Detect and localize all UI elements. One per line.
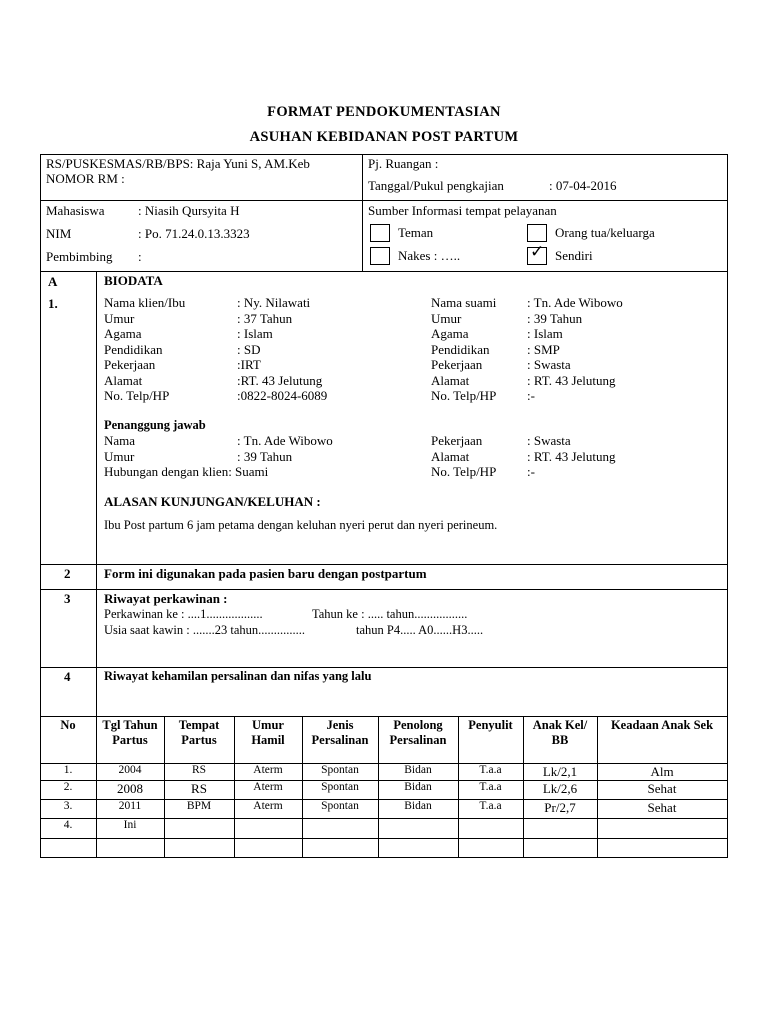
pj-field-value: : Tn. Ade Wibowo xyxy=(237,433,333,448)
sendiri-checkbox[interactable] xyxy=(527,242,547,265)
table-cell: T.a.a xyxy=(479,764,502,776)
table-cell: Lk/2,1 xyxy=(542,764,578,779)
table-header-cell: Jenis Persalinan xyxy=(311,718,369,747)
table-header-cell: Tgl Tahun Partus xyxy=(102,718,158,747)
form-title-line2: ASUHAN KEBIDANAN POST PARTUM xyxy=(249,129,519,145)
alasan-kunjungan-text: Ibu Post partum 6 jam petama dengan keluhan nyeri perut dan nyeri perineum. xyxy=(104,518,498,532)
suami-field-value: : SMP xyxy=(527,341,560,357)
pj-ruangan-label: Pj. Ruangan : xyxy=(368,156,439,171)
ibu-field-label: Nama klien/Ibu xyxy=(104,295,186,310)
table-cell: Bidan xyxy=(404,781,432,793)
nim-value: : Po. 71.24.0.13.3323 xyxy=(138,226,250,241)
ibu-field-label: Umur xyxy=(104,310,135,326)
table-border xyxy=(40,271,728,272)
ibu-field-value: : 37 Tahun xyxy=(237,310,293,326)
sendiri-check-mark: ✓ xyxy=(530,242,545,262)
table-border xyxy=(727,154,728,857)
ibu-field-label: Pendidikan xyxy=(104,341,163,357)
ibu-field-value: :0822-8024-6089 xyxy=(237,388,328,403)
section-a-letter: A xyxy=(48,274,58,289)
table-border xyxy=(362,154,363,271)
form-title-line1: FORMAT PENDOKUMENTASIAN xyxy=(267,104,501,120)
tahun-ke: Tahun ke : ..... tahun................. xyxy=(312,607,468,621)
table-cell: Aterm xyxy=(253,764,283,776)
teman-label: Teman xyxy=(398,225,434,240)
ibu-field-value: :IRT xyxy=(237,357,261,372)
section-4-number: 4 xyxy=(64,669,71,684)
suami-field-label: Nama suami xyxy=(431,295,497,310)
riwayat-kehamilan-heading: Riwayat kehamilan persalinan dan nifas yang lalu xyxy=(104,669,372,683)
table-header-cell: No xyxy=(60,718,76,732)
facility-name: RS/PUSKESMAS/RB/BPS: Raja Yuni S, AM.Keb xyxy=(46,156,310,171)
alasan-kunjungan-heading: ALASAN KUNJUNGAN/KELUHAN : xyxy=(104,494,321,509)
orang-tua-checkbox[interactable] xyxy=(527,224,547,242)
section-2-number: 2 xyxy=(64,566,71,581)
table-cell: Bidan xyxy=(404,800,432,812)
table-cell: Spontan xyxy=(321,781,359,793)
suami-field-value: : Tn. Ade Wibowo xyxy=(527,295,623,310)
suami-field-label: Alamat xyxy=(431,372,470,388)
table-border xyxy=(40,589,728,590)
pj-field-label: Umur xyxy=(104,448,135,464)
orang-tua-label: Orang tua/keluarga xyxy=(555,225,655,240)
table-cell: Pr/2,7 xyxy=(544,800,576,815)
penanggung-jawab-heading: Penanggung jawab xyxy=(104,418,206,432)
perkawinan-ke: Perkawinan ke : ....1.................. xyxy=(104,607,263,621)
table-border xyxy=(40,667,728,668)
table-cell: 2. xyxy=(63,781,73,793)
table-border xyxy=(40,716,728,717)
hubungan-dengan-klien: Hubungan dengan klien: Suami xyxy=(104,464,269,479)
pj-field-value: : RT. 43 Jelutung xyxy=(527,448,616,464)
tahun-paritas: tahun P4..... A0......H3..... xyxy=(356,623,484,637)
ibu-field-value: : Islam xyxy=(237,326,273,341)
table-cell: RS xyxy=(191,764,207,776)
suami-field-label: Umur xyxy=(431,310,462,326)
table-cell: Lk/2,6 xyxy=(542,781,578,796)
table-cell: 1. xyxy=(63,764,73,776)
table-border xyxy=(40,564,728,565)
pembimbing-label: Pembimbing xyxy=(46,249,113,264)
table-cell: Aterm xyxy=(253,781,283,793)
nomor-rm-label: NOMOR RM : xyxy=(46,171,125,186)
table-cell: Bidan xyxy=(404,764,432,776)
suami-field-label: Agama xyxy=(431,326,469,341)
table-header-cell: Penolong Persalinan xyxy=(389,718,447,747)
nim-label: NIM xyxy=(46,226,72,241)
tanggal-value: : 07-04-2016 xyxy=(549,178,617,193)
pj-field-value: : Swasta xyxy=(527,433,571,448)
table-cell: Spontan xyxy=(321,764,359,776)
suami-field-value: : RT. 43 Jelutung xyxy=(527,372,616,388)
table-cell: Sehat xyxy=(647,781,677,796)
pj-field-label: Nama xyxy=(104,433,136,448)
table-header-cell: Tempat Partus xyxy=(178,718,220,747)
suami-field-value: : 39 Tahun xyxy=(527,310,583,326)
suami-field-label: No. Telp/HP xyxy=(431,388,497,403)
table-border xyxy=(40,838,728,839)
biodata-heading: BIODATA xyxy=(104,273,163,288)
teman-checkbox[interactable] xyxy=(370,224,390,242)
table-cell: Spontan xyxy=(321,800,359,812)
table-cell: Sehat xyxy=(647,800,677,815)
pembimbing-value: : xyxy=(138,249,142,264)
table-cell: 4. xyxy=(63,819,73,831)
table-header-cell: Keadaan Anak Sek xyxy=(610,718,714,732)
table-border xyxy=(40,857,728,858)
nakes-checkbox[interactable] xyxy=(370,247,390,265)
table-cell: T.a.a xyxy=(479,781,502,793)
table-header-cell: Umur Hamil xyxy=(251,718,285,747)
pj-field-label: No. Telp/HP xyxy=(431,464,497,479)
pj-field-label: Alamat xyxy=(431,448,470,464)
pj-field-value: :- xyxy=(527,464,535,479)
suami-field-label: Pendidikan xyxy=(431,341,490,357)
section-2-text: Form ini digunakan pada pasien baru dengan postpartum xyxy=(104,566,427,581)
table-cell: Ini xyxy=(123,819,137,831)
tanggal-label: Tanggal/Pukul pengkajian xyxy=(368,178,504,193)
sumber-informasi-label: Sumber Informasi tempat pelayanan xyxy=(368,203,557,218)
ibu-field-label: Agama xyxy=(104,326,142,341)
table-header-cell: Anak Kel/ BB xyxy=(532,718,588,747)
section-3-number: 3 xyxy=(64,591,71,606)
suami-field-value: :- xyxy=(527,388,535,403)
table-cell: Aterm xyxy=(253,800,283,812)
table-cell: 2008 xyxy=(117,781,143,796)
table-cell: 2011 xyxy=(118,800,142,812)
sendiri-label: Sendiri xyxy=(555,248,593,263)
ibu-field-label: Pekerjaan xyxy=(104,357,156,372)
ibu-field-label: No. Telp/HP xyxy=(104,388,170,403)
suami-field-value: : Swasta xyxy=(527,357,571,372)
table-header-cell: Penyulit xyxy=(468,718,513,732)
suami-field-value: : Islam xyxy=(527,326,563,341)
table-cell: Alm xyxy=(650,764,674,779)
ibu-field-value: : Ny. Nilawati xyxy=(237,295,311,310)
ibu-field-value: : SD xyxy=(237,341,261,357)
nakes-label: Nakes : ….. xyxy=(398,248,461,263)
pj-field-label: Pekerjaan xyxy=(431,433,483,448)
riwayat-perkawinan-heading: Riwayat perkawinan : xyxy=(104,591,228,606)
table-cell: 3. xyxy=(63,800,73,812)
table-cell: RS xyxy=(191,781,207,796)
section-a-number: 1. xyxy=(48,296,58,311)
suami-field-label: Pekerjaan xyxy=(431,357,483,372)
table-cell: 2004 xyxy=(118,764,142,776)
usia-saat-kawin: Usia saat kawin : .......23 tahun............... xyxy=(104,623,306,637)
table-border xyxy=(40,200,728,201)
mahasiswa-value: : Niasih Qursyita H xyxy=(138,203,240,218)
ibu-field-label: Alamat xyxy=(104,372,143,388)
table-cell: BPM xyxy=(186,800,212,812)
pj-field-value: : 39 Tahun xyxy=(237,448,293,464)
table-border xyxy=(40,154,41,857)
table-border xyxy=(40,154,728,155)
mahasiswa-label: Mahasiswa xyxy=(46,203,105,218)
ibu-field-value: :RT. 43 Jelutung xyxy=(237,372,323,388)
table-cell: T.a.a xyxy=(479,800,502,812)
